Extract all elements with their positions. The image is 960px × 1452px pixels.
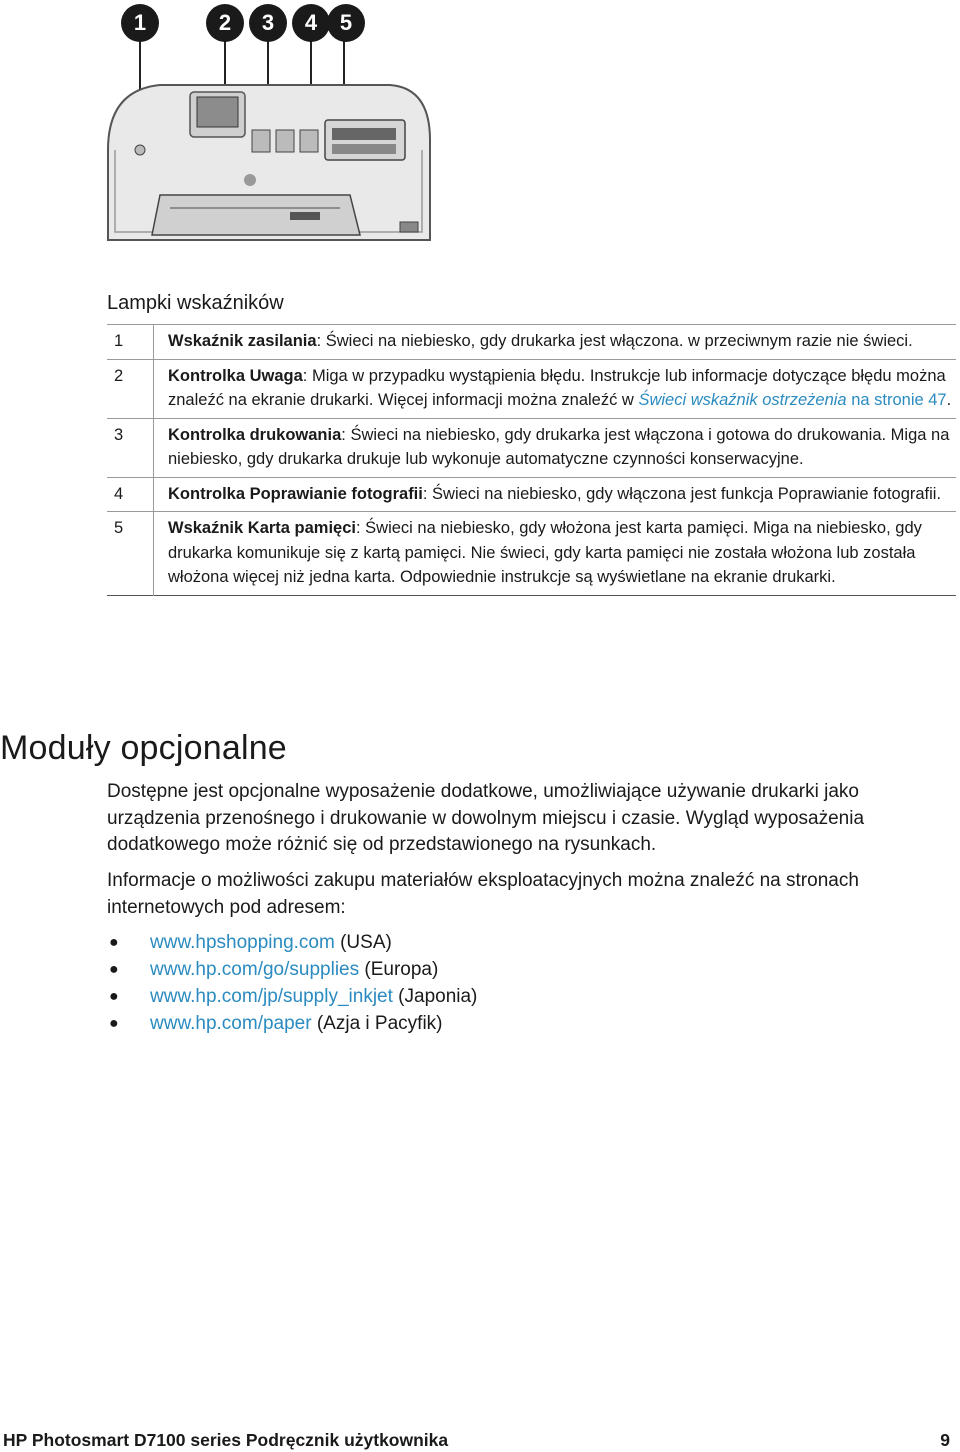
row-text: : Miga w przypadku wystąpienia błędu. Instrukcje lub informacje dotyczące błędu można znaleźć na ekranie drukarki. Więcej informacji można znaleźć w xyxy=(168,366,946,409)
link-region: (USA) xyxy=(340,932,392,953)
list-item xyxy=(107,956,477,983)
row-term: Wskaźnik zasilania xyxy=(168,332,317,350)
table-row xyxy=(107,418,956,477)
callout-5: 5 xyxy=(327,4,365,42)
page-link[interactable]: 47 xyxy=(928,391,947,409)
list-item xyxy=(107,983,477,1010)
bullet-icon: ● xyxy=(109,934,119,951)
row-text: : Świeci na niebiesko, gdy włożona jest karta pamięci. Miga na niebiesko, gdy drukarka komunikuje się z kartą pamięci. Nie świeci, gdy karta pamięci nie została włożona lub została włożona więcej niż jedna karta. Odpowiednie instrukcje są wyświetlane na ekranie drukarki. xyxy=(168,519,922,586)
modules-paragraph-2: Informacje o możliwości zakupu materiałów eksploatacyjnych można znaleźć na stronach internetowych pod adresem: xyxy=(107,870,859,918)
row-term: Kontrolka drukowania xyxy=(168,425,342,444)
printer-illustration xyxy=(100,0,440,260)
row-description xyxy=(154,359,957,418)
supplies-link[interactable]: www.hpshopping.com xyxy=(150,932,335,953)
page-footer xyxy=(0,1412,960,1452)
row-text: : Świeci na niebiesko, gdy drukarka jest włączona. w przeciwnym razie nie świeci. xyxy=(316,332,913,350)
link-region: (Azja i Pacyfik) xyxy=(316,1013,443,1034)
callout-3: 3 xyxy=(249,4,287,42)
modules-paragraph-1: Dostępne jest opcjonalne wyposażenie dodatkowe, umożliwiające używanie drukarki jako urządzenia przenośnego i drukowanie w dowolnym miejscu i czasie. Wygląd wyposażenia dodatkowego może różnić się od przedstawionego na rysunkach. xyxy=(107,781,865,855)
row-term: Kontrolka Poprawianie fotografii xyxy=(168,484,423,503)
supplies-link[interactable]: www.hp.com/paper xyxy=(150,1013,312,1034)
link-region: (Europa) xyxy=(364,959,439,980)
row-description xyxy=(154,418,957,477)
bullet-icon: ● xyxy=(109,1015,119,1032)
modules-title: Moduły opcjonalne xyxy=(0,729,287,767)
page-number: 9 xyxy=(940,1430,950,1450)
footer-title: HP Photosmart D7100 series Podręcznik użytkownika xyxy=(3,1430,449,1450)
indicators-heading: Lampki wskaźników xyxy=(107,292,284,314)
callout-4: 4 xyxy=(292,4,330,42)
table-row xyxy=(107,325,956,360)
row-number: 1 xyxy=(107,325,154,360)
row-description xyxy=(154,512,957,596)
callout-1: 1 xyxy=(121,4,159,42)
table-row xyxy=(107,477,956,512)
bullet-icon: ● xyxy=(109,988,119,1005)
supplies-link[interactable]: www.hp.com/jp/supply_inkjet xyxy=(150,986,393,1007)
row-number: 2 xyxy=(107,359,154,418)
row-description xyxy=(154,477,957,512)
row-text: : Świeci na niebiesko, gdy drukarka jest włączona i gotowa do drukowania. Miga na niebiesko, gdy drukarka drukuje lub wykonuje automatyczne czynności konserwacyjne. xyxy=(168,425,950,468)
row-description xyxy=(154,325,957,360)
bullet-icon: ● xyxy=(109,961,119,978)
indicators-table xyxy=(107,324,956,596)
row-mid-text: na stronie xyxy=(846,391,929,409)
callout-2: 2 xyxy=(206,4,244,42)
list-item xyxy=(107,929,477,956)
table-row xyxy=(107,359,956,418)
supplies-link[interactable]: www.hp.com/go/supplies xyxy=(150,959,360,980)
table-row xyxy=(107,512,956,596)
row-term: Kontrolka Uwaga xyxy=(168,366,303,385)
row-term: Wskaźnik Karta pamięci xyxy=(168,519,356,537)
row-number: 4 xyxy=(107,477,154,512)
list-item xyxy=(107,1010,477,1037)
row-end-text: . xyxy=(946,391,952,409)
link-region: (Japonia) xyxy=(398,986,478,1007)
row-text: : Świeci na niebiesko, gdy włączona jest funkcja Poprawianie fotografii. xyxy=(422,484,942,503)
row-number: 3 xyxy=(107,418,154,477)
supplies-link-list xyxy=(107,929,477,1037)
warning-light-link[interactable]: Świeci wskaźnik ostrzeżenia xyxy=(638,391,847,409)
row-number: 5 xyxy=(107,512,154,596)
